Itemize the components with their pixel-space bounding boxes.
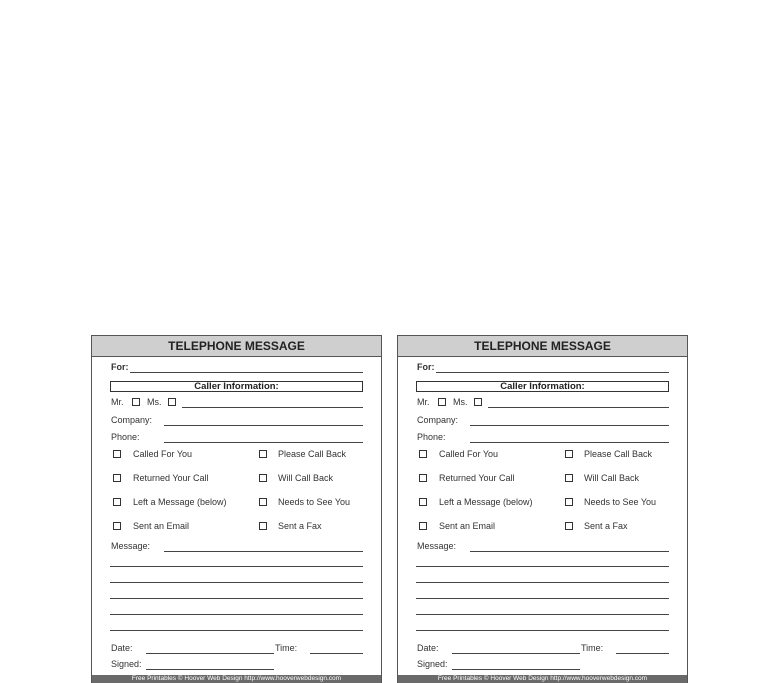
needs-to-see-you-checkbox[interactable] [259,498,267,506]
mr-checkbox[interactable] [132,398,140,406]
sent-fax-label: Sent a Fax [278,521,322,531]
mr-label: Mr. [111,397,124,407]
message-line[interactable] [164,551,363,552]
will-call-back-label: Will Call Back [278,473,334,483]
mr-checkbox[interactable] [438,398,446,406]
please-call-back-label: Please Call Back [278,449,347,459]
called-for-you-checkbox[interactable] [113,450,121,458]
message-line[interactable] [416,614,669,615]
ms-label: Ms. [453,397,468,407]
company-field[interactable] [164,425,363,426]
please-call-back-checkbox[interactable] [259,450,267,458]
sent-email-label: Sent an Email [133,521,190,531]
company-field[interactable] [470,425,669,426]
message-line[interactable] [416,598,669,599]
message-line[interactable] [110,598,363,599]
phone-label: Phone: [417,432,446,442]
signed-field[interactable] [452,669,580,670]
will-call-back-label: Will Call Back [584,473,640,483]
will-call-back-checkbox[interactable] [565,474,573,482]
sent-fax-checkbox[interactable] [259,522,267,530]
left-message-checkbox[interactable] [419,498,427,506]
signed-label: Signed: [111,659,142,669]
will-call-back-checkbox[interactable] [259,474,267,482]
date-label: Date: [111,643,133,653]
sent-email-checkbox[interactable] [113,522,121,530]
caller-name-field[interactable] [488,407,669,408]
message-label: Message: [111,541,151,551]
signed-label: Signed: [417,659,448,669]
date-label: Date: [417,643,439,653]
signed-field[interactable] [146,669,274,670]
returned-your-call-checkbox[interactable] [419,474,427,482]
left-message-label: Left a Message (below) [439,497,533,507]
called-for-you-checkbox[interactable] [419,450,427,458]
left-message-checkbox[interactable] [113,498,121,506]
card-title: TELEPHONE MESSAGE [92,336,381,357]
ms-label: Ms. [147,397,162,407]
time-label: Time: [275,643,298,653]
needs-to-see-you-label: Needs to See You [278,497,351,507]
telephone-message-card-bottom-left [91,335,382,683]
mr-label: Mr. [417,397,430,407]
telephone-message-card-bottom-right [397,335,688,683]
message-label: Message: [417,541,457,551]
please-call-back-label: Please Call Back [584,449,653,459]
phone-label: Phone: [111,432,140,442]
card-footer: Free Printables © Hoover Web Design http://www.hooverwebdesign.com [398,675,687,683]
message-line[interactable] [416,566,669,567]
needs-to-see-you-checkbox[interactable] [565,498,573,506]
time-field[interactable] [310,653,363,654]
needs-to-see-you-label: Needs to See You [584,497,657,507]
card-footer: Free Printables © Hoover Web Design http://www.hooverwebdesign.com [92,675,381,683]
company-label: Company: [417,415,459,425]
message-line[interactable] [416,630,669,631]
sent-email-checkbox[interactable] [419,522,427,530]
message-line[interactable] [110,630,363,631]
time-field[interactable] [616,653,669,654]
called-for-you-label: Called For You [439,449,499,459]
returned-your-call-label: Returned Your Call [133,473,209,483]
phone-field[interactable] [164,442,363,443]
message-line[interactable] [416,582,669,583]
returned-your-call-label: Returned Your Call [439,473,515,483]
for-field[interactable] [130,372,363,373]
caller-info-heading: Caller Information: [110,381,363,392]
returned-your-call-checkbox[interactable] [113,474,121,482]
message-line[interactable] [110,614,363,615]
date-field[interactable] [146,653,274,654]
for-label: For: [111,362,129,372]
company-label: Company: [111,415,153,425]
message-line[interactable] [110,582,363,583]
called-for-you-label: Called For You [133,449,193,459]
card-title: TELEPHONE MESSAGE [398,336,687,357]
message-line[interactable] [110,566,363,567]
date-field[interactable] [452,653,580,654]
time-label: Time: [581,643,604,653]
please-call-back-checkbox[interactable] [565,450,573,458]
ms-checkbox[interactable] [474,398,482,406]
sent-fax-checkbox[interactable] [565,522,573,530]
sent-email-label: Sent an Email [439,521,496,531]
caller-info-heading: Caller Information: [416,381,669,392]
phone-field[interactable] [470,442,669,443]
left-message-label: Left a Message (below) [133,497,227,507]
message-line[interactable] [470,551,669,552]
sent-fax-label: Sent a Fax [584,521,628,531]
caller-name-field[interactable] [182,407,363,408]
for-field[interactable] [436,372,669,373]
for-label: For: [417,362,435,372]
ms-checkbox[interactable] [168,398,176,406]
